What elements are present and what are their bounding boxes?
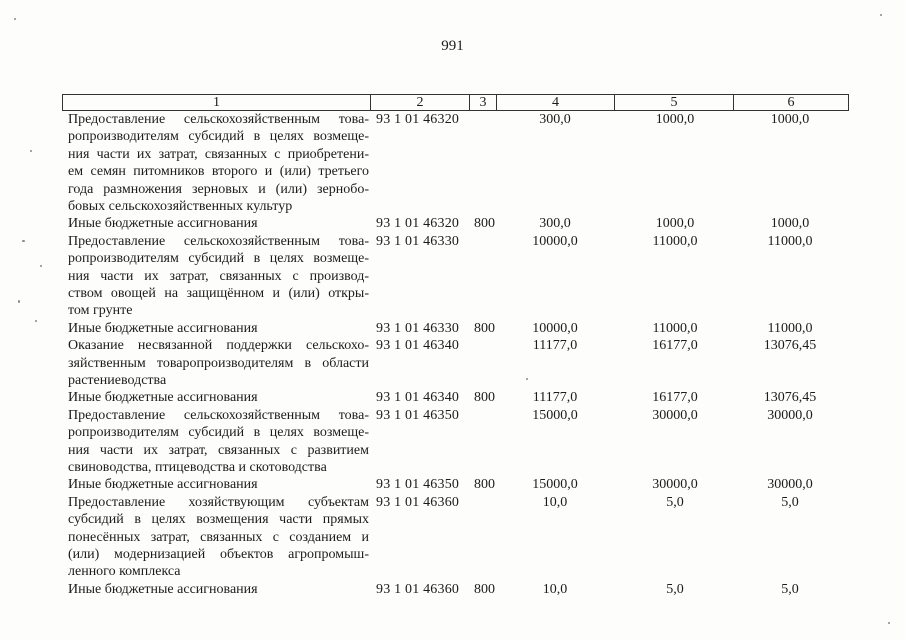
expense-type: 800	[474, 477, 495, 493]
scan-speck	[880, 14, 882, 16]
scan-speck	[526, 378, 528, 380]
header-col-6: 6	[733, 94, 849, 111]
description-line: Иные бюджетные ассигнования	[68, 477, 258, 493]
header-col-4: 4	[496, 94, 615, 111]
target-code: 93 1 01 46330	[376, 233, 460, 249]
amount-col-4: 300,0	[539, 112, 571, 127]
amount-col-6: 11000,0	[767, 320, 813, 336]
page-number: 991	[441, 38, 464, 54]
amount-col-4: 11177,0	[532, 338, 578, 354]
description-line: Иные бюджетные ассигнования	[68, 390, 258, 406]
row-description	[68, 389, 369, 406]
header-col-2: 2	[370, 94, 470, 111]
target-code: 93 1 01 46340	[376, 338, 460, 354]
description-line: том грунте	[68, 303, 133, 319]
description-line: Предоставление сельскохозяйственным това-	[68, 233, 369, 249]
description-line: ством овощей на защищённом и (или) откры-	[68, 286, 369, 302]
target-code: 93 1 01 46330	[376, 320, 460, 336]
description-line: зяйственным товаропроизводителям в области	[68, 355, 369, 371]
amount-col-5: 5,0	[666, 494, 684, 510]
scan-speck	[888, 622, 890, 624]
description-line: бовых сельскохозяйственных культур	[68, 199, 293, 215]
amount-col-6: 11000,0	[767, 233, 813, 249]
amount-col-4: 10,0	[542, 581, 568, 597]
amount-col-5: 30000,0	[652, 477, 698, 493]
amount-col-5: 1000,0	[655, 112, 695, 127]
row-description	[68, 494, 369, 581]
description-line: свиноводства, птицеводства и скотоводства	[68, 460, 327, 476]
row-description	[68, 215, 369, 232]
amount-col-4: 15000,0	[532, 407, 578, 423]
target-code: 93 1 01 46360	[376, 494, 460, 510]
target-code: 93 1 01 46320	[376, 216, 460, 232]
description-line: субсидий в целях возмещения части прямых	[68, 512, 369, 528]
description-line: (или) модернизацией объектов агропромыш-	[68, 547, 369, 563]
description-line: ем семян питомников второго и (или) третьего	[68, 164, 369, 180]
amount-col-5: 16177,0	[652, 338, 698, 354]
description-line: Предоставление хозяйствующим субъектам	[68, 494, 369, 510]
amount-col-4: 10000,0	[532, 320, 578, 336]
description-line: года размножения зерновых и (или) зернобо-	[68, 181, 369, 197]
expense-type: 800	[474, 581, 495, 597]
target-code: 93 1 01 46350	[376, 477, 460, 493]
row-description	[68, 233, 369, 320]
amount-col-4: 10000,0	[532, 233, 578, 249]
scan-speck	[14, 18, 16, 20]
description-line: ропроизводителям субсидий в целях возмеще-	[68, 251, 369, 267]
target-code: 93 1 01 46360	[376, 581, 460, 597]
row-description	[68, 111, 369, 215]
description-line: ропроизводителям субсидий в целях возмеще-	[68, 129, 369, 145]
description-line: ния части их затрат, связанных с производ-	[68, 268, 369, 284]
scan-speck	[18, 300, 20, 303]
description-line: Иные бюджетные ассигнования	[68, 581, 258, 597]
expense-type: 800	[474, 216, 495, 232]
description-line: Предоставление сельскохозяйственным това-	[68, 407, 369, 423]
amount-col-6: 1000,0	[770, 216, 810, 232]
description-line: Иные бюджетные ассигнования	[68, 216, 258, 232]
row-description	[68, 337, 369, 389]
scan-speck	[22, 240, 25, 242]
amount-col-5: 11000,0	[652, 233, 698, 249]
amount-col-6: 30000,0	[767, 407, 813, 423]
amount-col-4: 300,0	[539, 216, 571, 232]
description-line: Иные бюджетные ассигнования	[68, 320, 258, 336]
description-line: Предоставление сельскохозяйственным това-	[68, 112, 369, 127]
header-col-5: 5	[614, 94, 734, 111]
expense-type: 800	[474, 390, 495, 406]
amount-col-6: 30000,0	[767, 477, 813, 493]
amount-col-6: 1000,0	[770, 112, 810, 127]
amount-col-4: 11177,0	[532, 390, 578, 406]
scan-speck	[40, 265, 42, 267]
target-code: 93 1 01 46350	[376, 407, 460, 423]
amount-col-5: 16177,0	[652, 390, 698, 406]
description-line: ропроизводителям субсидий в целях возмеще-	[68, 425, 369, 441]
row-description	[68, 407, 369, 477]
scan-speck	[35, 320, 37, 322]
description-line: ленного комплекса	[68, 564, 181, 580]
target-code: 93 1 01 46340	[376, 390, 460, 406]
amount-col-6: 5,0	[781, 494, 799, 510]
target-code: 93 1 01 46320	[376, 112, 460, 127]
row-description	[68, 320, 369, 337]
header-col-1: 1	[62, 94, 371, 111]
amount-col-6: 13076,45	[763, 390, 817, 406]
amount-col-5: 5,0	[666, 581, 684, 597]
description-line: ния части их затрат, связанных с приобретени-	[68, 146, 369, 162]
amount-col-4: 15000,0	[532, 477, 578, 493]
expense-type: 800	[474, 320, 495, 336]
amount-col-5: 30000,0	[652, 407, 698, 423]
amount-col-5: 1000,0	[655, 216, 695, 232]
amount-col-6: 5,0	[781, 581, 799, 597]
description-line: растениеводства	[68, 373, 167, 388]
amount-col-6: 13076,45	[763, 338, 817, 354]
header-col-3: 3	[469, 94, 497, 111]
description-line: понесённых затрат, связанных с созданием и	[68, 529, 369, 545]
scan-speck	[30, 150, 32, 152]
row-description	[68, 476, 369, 493]
amount-col-5: 11000,0	[652, 320, 698, 336]
description-line: ния части их затрат, связанных с развитием	[68, 442, 369, 458]
description-line: Оказание несвязанной поддержки сельскохо-	[68, 338, 369, 354]
amount-col-4: 10,0	[542, 494, 568, 510]
row-description	[68, 581, 369, 598]
